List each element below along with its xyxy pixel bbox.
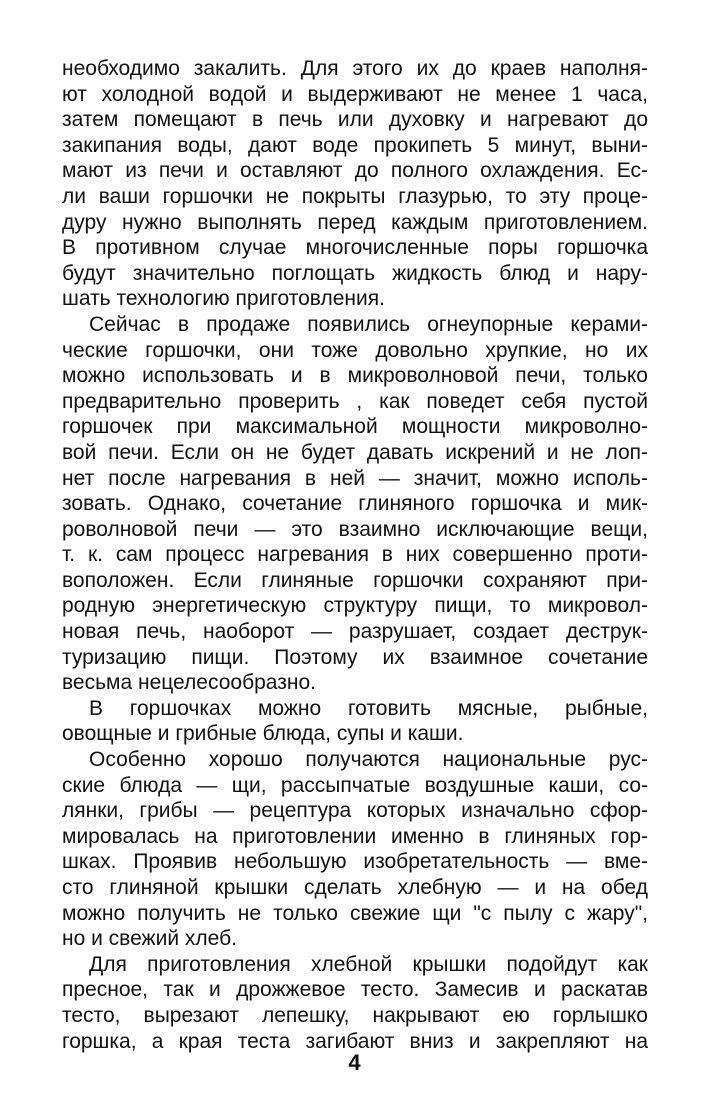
text-line: зовать. Однако, сочетание глиняного горшочка и мик- xyxy=(62,492,648,516)
text-line: можно использовать и в микроволновой печи, только xyxy=(62,364,648,388)
text-line: воположен. Если глиняные горшочки сохраняют при- xyxy=(62,568,648,592)
paragraph xyxy=(62,747,648,952)
text-line: шках. Проявив небольшую изобретательность — вме- xyxy=(62,850,648,874)
text-line: мают из печи и оставляют до полного охлаждения. Ес- xyxy=(62,159,648,183)
text-line: необходимо закалить. Для этого их до краев наполня- xyxy=(62,57,648,80)
text-line: ские блюда — щи, рассыпчатые воздушные каши, со- xyxy=(62,773,648,797)
text-line: родную энергетическую структуру пищи, то микровол- xyxy=(62,594,648,618)
text-line: туризацию пищи. Поэтому их взаимное сочетание xyxy=(62,645,648,669)
text-line: вой печи. Если он не будет давать искрений и не лоп- xyxy=(62,440,648,464)
text-line: Особенно хорошо получаются национальные рус- xyxy=(89,748,648,772)
text-line: ли ваши горшочки не покрыты глазурью, то эту проце- xyxy=(62,184,648,208)
text-line: новая печь, наоборот — разрушает, создает деструк- xyxy=(62,620,648,644)
text-line: ческие горшочки, они тоже довольно хрупкие, но их xyxy=(62,338,648,362)
page-text xyxy=(62,56,648,1053)
text-line: но и свежий хлеб. xyxy=(62,927,237,951)
text-line: роволновой печи — это взаимно исключающие вещи, xyxy=(62,517,648,541)
text-line: лянки, грибы — рецептура которых изначально сфор- xyxy=(62,799,648,823)
paragraph xyxy=(62,952,648,1054)
text-line: весьма нецелесообразно. xyxy=(62,671,316,695)
text-line: пресное, так и дрожжевое тесто. Замесив и раскатав xyxy=(62,978,648,1002)
text-line: затем помещают в печь или духовку и нагревают до xyxy=(62,108,648,132)
text-line: т. к. сам процесс нагревания в них совершенно проти- xyxy=(62,543,648,567)
text-line: будут значительно поглощать жидкость блюд и нару- xyxy=(62,261,648,285)
text-line: В противном случае многочисленные поры горшочка xyxy=(62,236,648,260)
text-line: горшка, а края теста загибают вниз и закрепляют на xyxy=(62,1029,648,1053)
text-line: Для приготовления хлебной крышки подойдут как xyxy=(89,952,648,976)
text-line: сто глиняной крышки сделать хлебную — и на обед xyxy=(62,876,648,899)
text-line: нет после нагревания в ней — значит, можно исполь- xyxy=(62,466,648,490)
text-line: тесто, вырезают лепешку, накрывают ею горлышко xyxy=(62,1003,648,1027)
text-line: В горшочках можно готовить мясные, рыбные, xyxy=(89,696,648,720)
text-line: ют холодной водой и выдерживают не менее 1 часа, xyxy=(62,82,648,106)
paragraph xyxy=(62,312,648,696)
text-line: дуру нужно выполнять перед каждым приготовлением. xyxy=(62,210,648,234)
paragraph xyxy=(62,56,648,312)
text-line: горшочек при максимальной мощности микроволно- xyxy=(62,415,648,439)
paragraph xyxy=(62,696,648,747)
text-line: можно получить не только свежие щи "с пылу с жару", xyxy=(62,901,648,925)
text-line: закипания воды, дают воде прокипеть 5 минут, выни- xyxy=(62,133,648,157)
text-line: шать технологию приготовления. xyxy=(62,287,385,311)
page-number: 4 xyxy=(348,1050,361,1075)
text-line: овощные и грибные блюда, супы и каши. xyxy=(62,722,464,746)
text-line: предварительно проверить , как поведет себя пустой xyxy=(62,389,648,413)
text-line: Сейчас в продаже появились огнеупорные керами- xyxy=(89,312,648,336)
text-line: мировалась на приготовлении именно в глиняных гор- xyxy=(62,824,648,848)
